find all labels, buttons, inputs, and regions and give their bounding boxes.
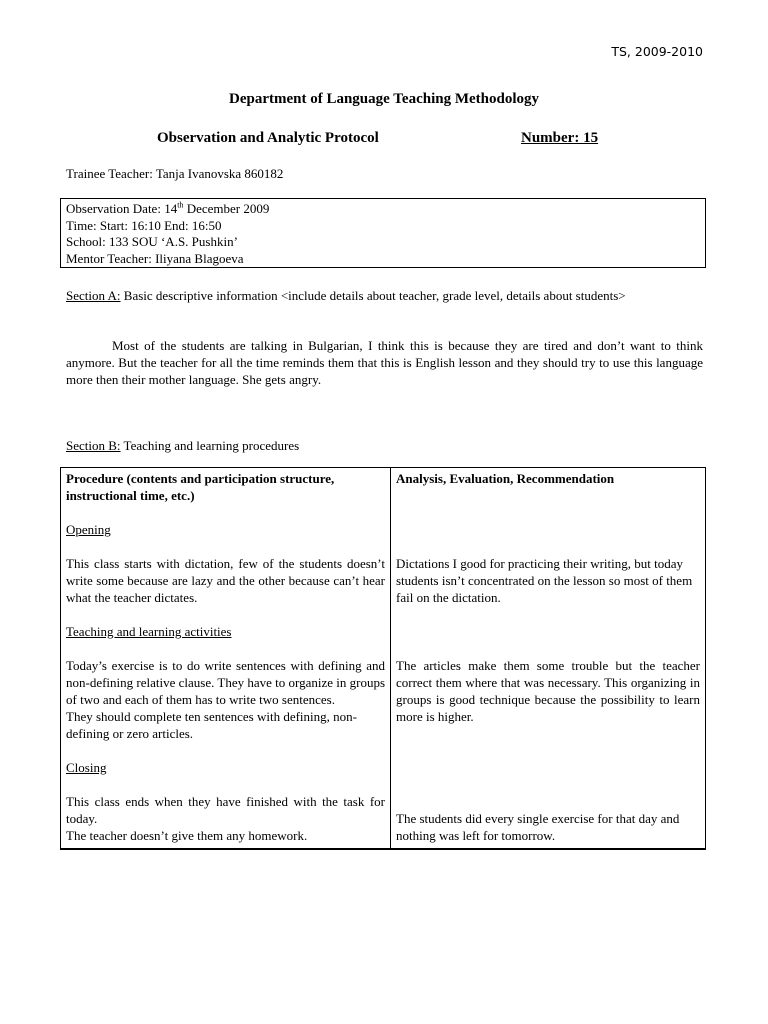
section-a-paragraph: Most of the students are talking in Bulgarian, I think this is because they are tired and don’t want to think anymore. But the teacher for all the time reminds them that this is English lesson and they should try to use this language more then their mother language. She gets angry. <box>66 338 703 387</box>
opening-analysis: Dictations I good for practicing their writing, but today students isn’t concentrated on the lesson so most of them fail on the dictation. <box>396 556 693 605</box>
analysis-column <box>391 468 706 850</box>
closing-analysis: The students did every single exercise for that day and nothing was left for tomorrow. <box>396 811 680 843</box>
opening-text: This class starts with dictation, few of the students doesn’t write some because are lazy and the other because can’t hear what the teacher dictates. <box>66 556 385 605</box>
procedure-column <box>61 468 391 850</box>
section-b-heading: Section B: Teaching and learning procedures <box>66 438 300 453</box>
activities-label: Teaching and learning activities <box>66 624 232 639</box>
activities-text: Today’s exercise is to do write sentences with defining and non-defining relative clause. They have to organize in groups of two and each of them has to write two sentences. <box>66 658 386 707</box>
opening-label: Opening <box>66 522 111 537</box>
section-a-heading: Section A: Basic descriptive information <include details about teacher, grade level, details about students> <box>66 288 626 303</box>
closing-text-2: The teacher doesn’t give them any homework. <box>66 828 308 843</box>
closing-label: Closing <box>66 760 107 775</box>
protocol-title: Observation and Analytic Protocol <box>157 130 379 146</box>
observation-mentor: Mentor Teacher: Iliyana Blagoeva <box>66 250 244 266</box>
observation-date: Observation Date: 14th December 2009 <box>66 200 270 216</box>
closing-text: This class ends when they have finished with the task for today. <box>66 794 385 826</box>
term-label: TS, 2009-2010 <box>611 44 703 59</box>
activities-text-2: They should complete ten sentences with defining, non-defining or zero articles. <box>66 709 357 741</box>
table-row <box>61 468 706 850</box>
trainee-teacher: Trainee Teacher: Tanja Ivanovska 860182 <box>66 166 284 181</box>
observation-school: School: 133 SOU ‘A.S. Pushkin’ <box>66 234 238 249</box>
analysis-header: Analysis, Evaluation, Recommendation <box>396 471 615 486</box>
activities-analysis: The articles make them some trouble but the teacher correct them where that was necessary. This organizing in groups is good technique because the possibility to learn more is higher. <box>396 658 700 724</box>
procedure-header: Procedure (contents and participation structure, instructional time, etc.) <box>66 471 335 503</box>
department-title: Department of Language Teaching Methodology <box>228 91 539 107</box>
procedure-table <box>60 467 706 850</box>
observation-details-box <box>60 198 706 268</box>
protocol-number: Number: 15 <box>521 130 599 146</box>
observation-time: Time: Start: 16:10 End: 16:50 <box>66 217 222 233</box>
